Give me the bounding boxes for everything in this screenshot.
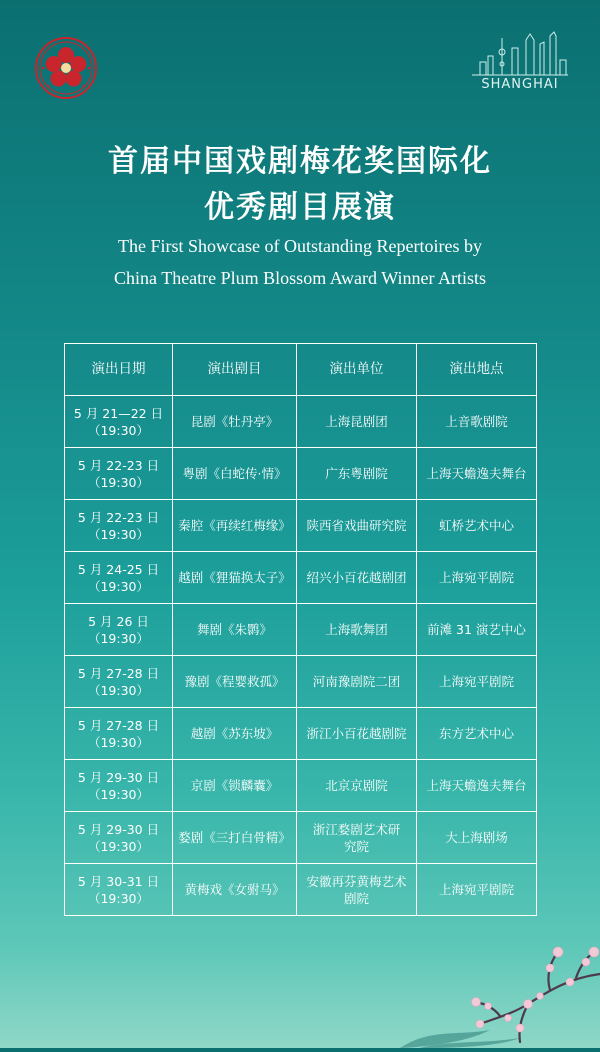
time-text: （19:30） [87, 422, 150, 438]
repertoire-cell: 舞剧《朱鹮》 [173, 604, 297, 656]
date-text: 5 月 30-31 日 [77, 873, 160, 889]
date-cell [65, 656, 173, 708]
date-text: 5 月 29-30 日 [77, 821, 160, 837]
repertoire-cell: 婺剧《三打白骨精》 [173, 812, 297, 864]
date-text: 5 月 22-23 日 [77, 509, 160, 525]
date-cell [65, 448, 173, 500]
english-subtitle-line1: The First Showcase of Outstanding Repertoires by [118, 236, 482, 256]
date-cell [65, 396, 173, 448]
repertoire-cell: 黄梅戏《女驸马》 [173, 864, 297, 916]
time-text: （19:30） [87, 578, 150, 594]
date-cell [65, 812, 173, 864]
header-repertoire: 演出剧目 [173, 344, 297, 396]
date-text: 5 月 27-28 日 [77, 665, 160, 681]
repertoire-cell: 昆剧《牡丹亭》 [173, 396, 297, 448]
date-text: 5 月 24-25 日 [77, 561, 160, 577]
time-text: （19:30） [87, 682, 150, 698]
table-row [65, 448, 537, 500]
skyline-icon [470, 30, 570, 76]
troupe-cell: 北京京剧院 [297, 760, 417, 812]
time-text: （19:30） [87, 630, 150, 646]
repertoire-cell: 越剧《苏东坡》 [173, 708, 297, 760]
table-header-row [65, 344, 537, 396]
venue-cell: 前滩 31 演艺中心 [417, 604, 537, 656]
troupe-cell: 安徽再芬黄梅艺术剧院 [297, 864, 417, 916]
time-text: （19:30） [87, 734, 150, 750]
repertoire-cell: 豫剧《程婴救孤》 [173, 656, 297, 708]
table-row [65, 760, 537, 812]
page-title-line2: 优秀剧目展演 [204, 190, 396, 225]
venue-cell: 上音歌剧院 [417, 396, 537, 448]
date-cell [65, 760, 173, 812]
repertoire-cell: 粤剧《白蛇传·情》 [173, 448, 297, 500]
troupe-cell: 陕西省戏曲研究院 [297, 500, 417, 552]
repertoire-cell: 越剧《狸猫换太子》 [173, 552, 297, 604]
table-row [65, 396, 537, 448]
shanghai-logo [470, 30, 570, 92]
time-text: （19:30） [87, 526, 150, 542]
repertoire-cell: 秦腔《再续红梅缘》 [173, 500, 297, 552]
venue-cell: 上海天蟾逸夫舞台 [417, 448, 537, 500]
date-text: 5 月 22-23 日 [77, 457, 160, 473]
venue-cell: 上海天蟾逸夫舞台 [417, 760, 537, 812]
date-cell [65, 552, 173, 604]
troupe-cell: 绍兴小百花越剧团 [297, 552, 417, 604]
date-cell [65, 864, 173, 916]
table-row [65, 552, 537, 604]
time-text: （19:30） [87, 838, 150, 854]
table-row [65, 708, 537, 760]
date-text: 5 月 27-28 日 [77, 717, 160, 733]
troupe-cell: 浙江婺剧艺术研究院 [297, 812, 417, 864]
venue-cell: 上海宛平剧院 [417, 552, 537, 604]
time-text: （19:30） [87, 786, 150, 802]
table-row [65, 812, 537, 864]
troupe-cell: 上海歌舞团 [297, 604, 417, 656]
date-text: 5 月 26 日 [88, 613, 149, 629]
header-venue: 演出地点 [417, 344, 537, 396]
venue-cell: 东方艺术中心 [417, 708, 537, 760]
header-date: 演出日期 [65, 344, 173, 396]
date-text: 5 月 29-30 日 [77, 769, 160, 785]
shanghai-label: SHANGHAI [481, 77, 559, 92]
time-text: （19:30） [87, 890, 150, 906]
venue-cell: 虹桥艺术中心 [417, 500, 537, 552]
header-troupe: 演出单位 [297, 344, 417, 396]
plum-blossom-award-logo-icon [34, 36, 98, 100]
schedule-table [64, 343, 537, 916]
venue-cell: 上海宛平剧院 [417, 864, 537, 916]
plum-blossom-branch-icon [400, 878, 600, 1048]
troupe-cell: 浙江小百花越剧院 [297, 708, 417, 760]
date-cell [65, 500, 173, 552]
troupe-cell: 广东粤剧院 [297, 448, 417, 500]
table-row [65, 656, 537, 708]
repertoire-cell: 京剧《锁麟囊》 [173, 760, 297, 812]
troupe-cell: 上海昆剧团 [297, 396, 417, 448]
table-row [65, 604, 537, 656]
venue-cell: 大上海剧场 [417, 812, 537, 864]
venue-cell: 上海宛平剧院 [417, 656, 537, 708]
table-row [65, 500, 537, 552]
page-title-line1: 首届中国戏剧梅花奖国际化 [108, 144, 492, 179]
time-text: （19:30） [87, 474, 150, 490]
date-cell [65, 708, 173, 760]
troupe-cell: 河南豫剧院二团 [297, 656, 417, 708]
date-text: 5 月 21—22 日 [73, 405, 164, 421]
english-subtitle-line2: China Theatre Plum Blossom Award Winner Artists [114, 268, 486, 288]
date-cell [65, 604, 173, 656]
